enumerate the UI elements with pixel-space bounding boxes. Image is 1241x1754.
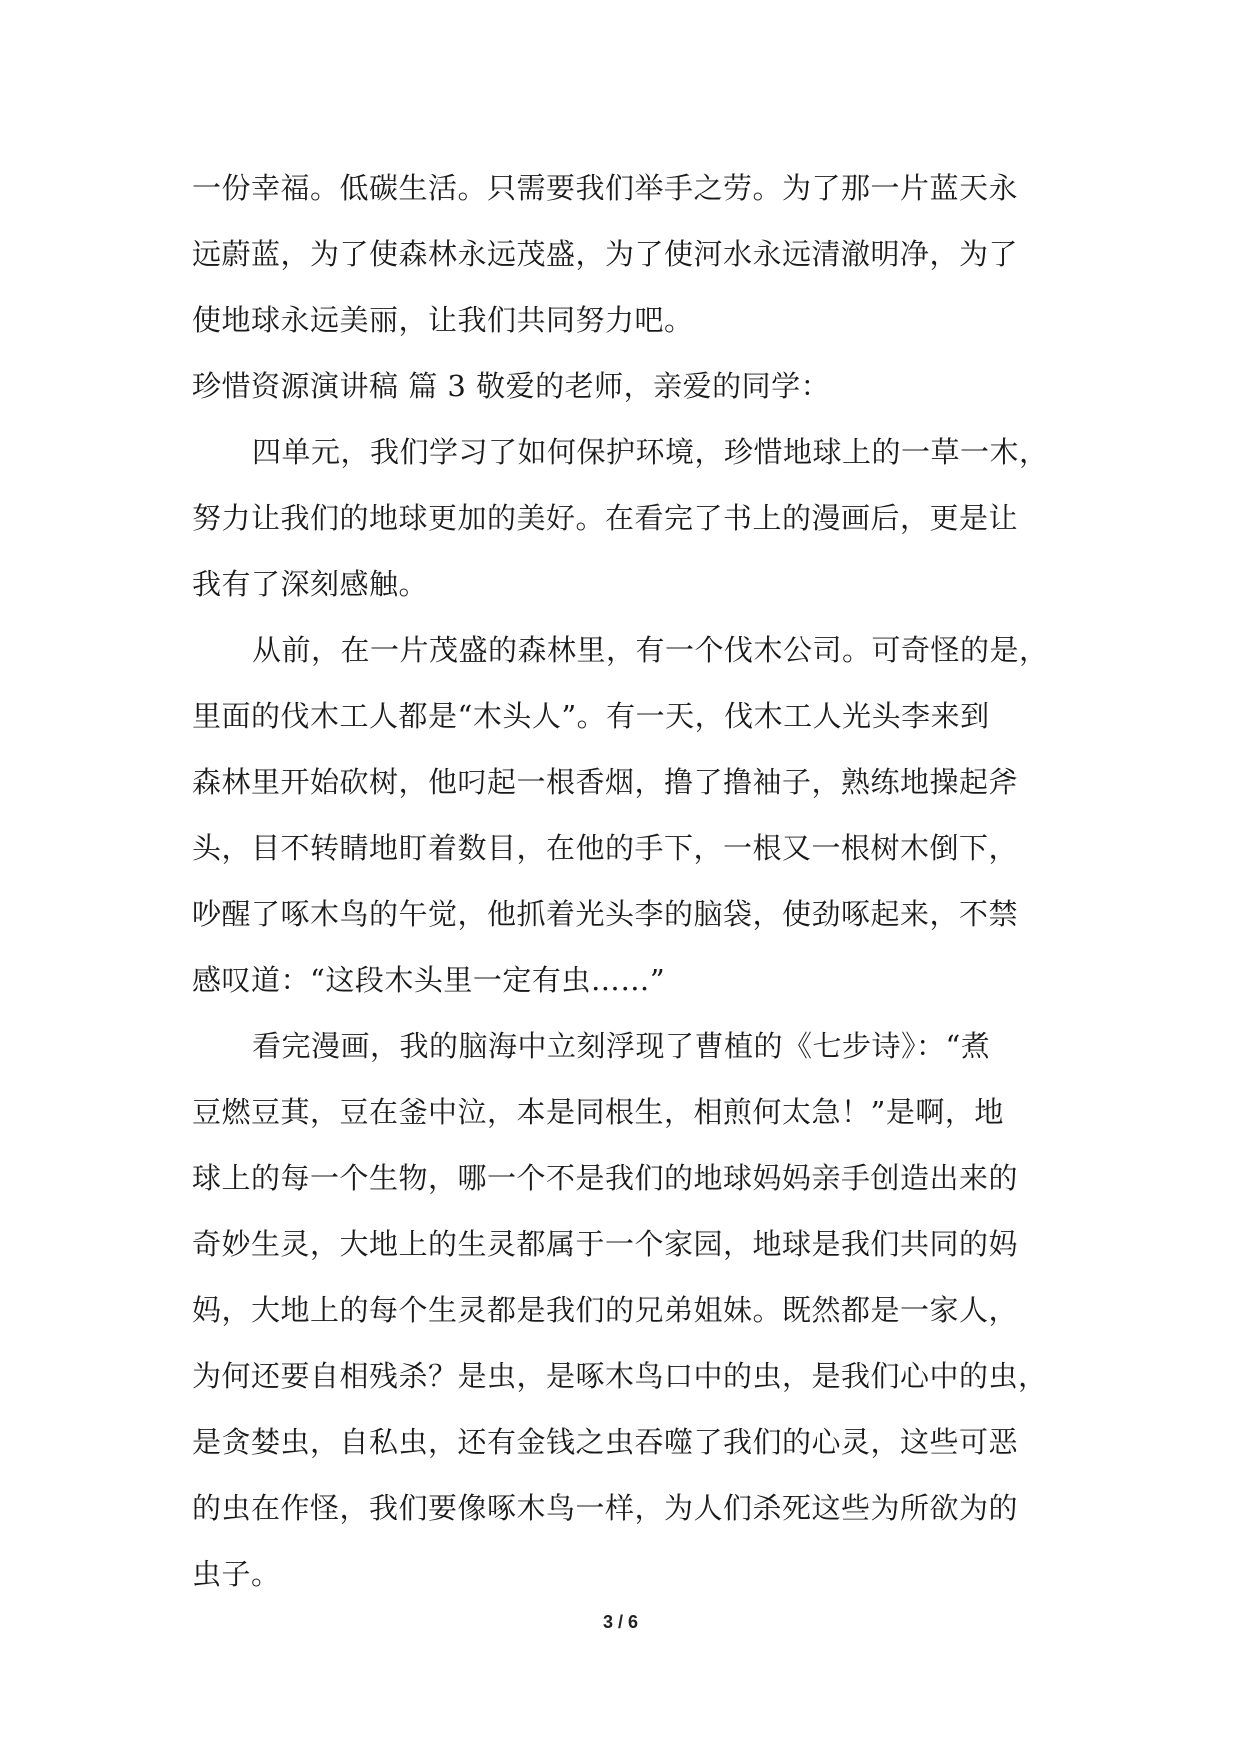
text-line: 豆燃豆萁，豆在釜中泣，本是同根生，相煎何太急！”是啊，地 [192, 1095, 1004, 1129]
text-line: 妈，大地上的每个生灵都是我们的兄弟姐妹。既然都是一家人， [192, 1293, 1019, 1327]
text-line: 球上的每一个生物，哪一个不是我们的地球妈妈亲手创造出来的 [192, 1161, 1019, 1195]
text-line: 头，目不转睛地盯着数目，在他的手下，一根又一根树木倒下， [192, 831, 1019, 865]
page-number: 3 / 6 [602, 1612, 639, 1632]
body-text [192, 155, 1052, 1607]
text-line: 虫子。 [192, 1557, 281, 1591]
text-line: 吵醒了啄木鸟的午觉，他抓着光头李的脑袋，使劲啄起来，不禁 [192, 897, 1019, 931]
section-heading: 珍惜资源演讲稿 篇 3 敬爱的老师，亲爱的同学： [192, 369, 831, 403]
text-line: 是贪婪虫，自私虫，还有金钱之虫吞噬了我们的心灵，这些可恶 [192, 1425, 1019, 1459]
text-line: 里面的伐木工人都是“木头人”。有一天，伐木工人光头李来到 [192, 699, 990, 733]
text-line: 远蔚蓝，为了使森林永远茂盛，为了使河水永远清澈明净，为了 [192, 237, 1019, 271]
text-line: 四单元，我们学习了如何保护环境，珍惜地球上的一草一木， [252, 435, 1049, 469]
text-line: 的虫在作怪，我们要像啄木鸟一样，为人们杀死这些为所欲为的 [192, 1491, 1019, 1525]
text-line: 看完漫画，我的脑海中立刻浮现了曹植的《七步诗》：“煮 [252, 1029, 991, 1063]
text-line: 从前，在一片茂盛的森林里，有一个伐木公司。可奇怪的是， [252, 633, 1049, 667]
text-line: 我有了深刻感触。 [192, 567, 429, 601]
text-line: 努力让我们的地球更加的美好。在看完了书上的漫画后，更是让 [192, 501, 1019, 535]
text-line: 奇妙生灵，大地上的生灵都属于一个家园，地球是我们共同的妈 [192, 1227, 1019, 1261]
text-line: 感叹道：“这段木头里一定有虫……” [192, 963, 666, 997]
text-line: 使地球永远美丽，让我们共同努力吧。 [192, 303, 694, 337]
text-line: 森林里开始砍树，他叼起一根香烟，撸了撸袖子，熟练地操起斧 [192, 765, 1019, 799]
text-line: 一份幸福。低碳生活。只需要我们举手之劳。为了那一片蓝天永 [192, 171, 1019, 205]
text-line: 为何还要自相残杀？是虫，是啄木鸟口中的虫，是我们心中的虫， [192, 1359, 1048, 1393]
